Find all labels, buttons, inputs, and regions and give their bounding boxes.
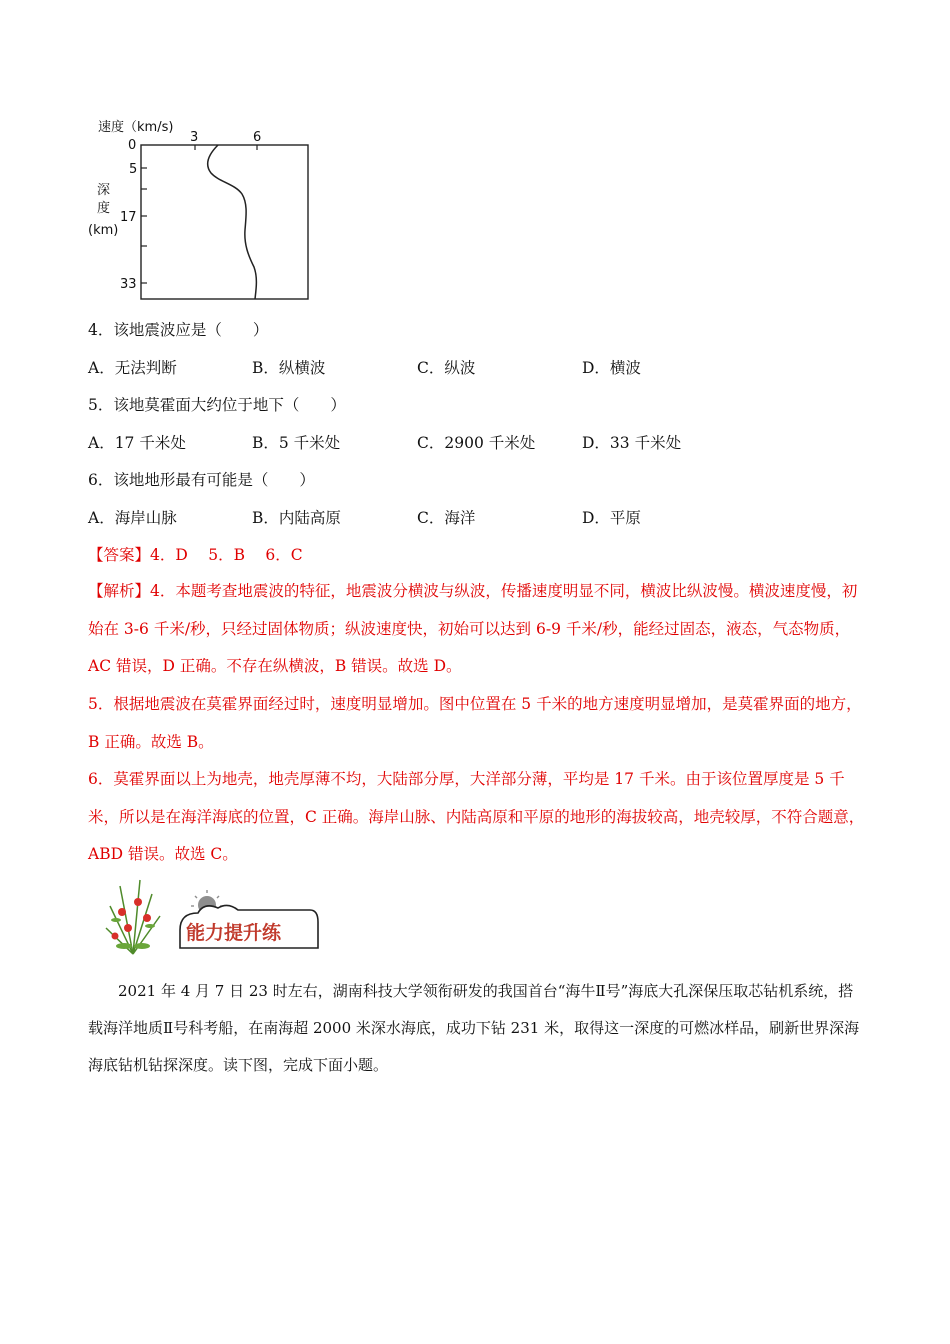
plot-frame <box>141 145 308 299</box>
question-6-option-b: B．内陆高原 <box>252 509 341 527</box>
seismic-speed-depth-figure <box>85 112 325 307</box>
analysis-paragraph-4: 【解析】4．本题考查地震波的特征，地震波分横波与纵波，传播速度明显不同，横波比纵波慢。横波速度慢，初始在 3-6 千米/秒，只经过固体物质；纵波速度快，初始可以达到 6-9 千米/秒，能经过固态，液态，气态物质，AC 错误，D 正确。不存在纵横波，B 错误。故选 D。 <box>88 582 858 675</box>
x-tick-6: 6 <box>253 130 262 145</box>
y-tick-17: 17 <box>120 210 137 225</box>
question-4-option-a: A．无法判断 <box>88 359 177 377</box>
x-tick-0: 0 <box>128 138 137 153</box>
question-5-option-b: B．5 千米处 <box>252 434 341 452</box>
answer-line: 【答案】4．D 5．B 6．C <box>88 546 303 564</box>
ability-banner-cloud <box>170 888 320 956</box>
y-tick-5: 5 <box>129 162 138 177</box>
question-5-stem: 5．该地莫霍面大约位于地下（ ） <box>88 396 346 414</box>
question-4-stem: 4．该地震波应是（ ） <box>88 321 269 339</box>
depth-unit: (km) <box>88 223 119 238</box>
passage-text: 2021 年 4 月 7 日 23 时左右，湖南科技大学领衔研发的我国首台“海牛Ⅱ号”海底大孔深保压取芯钻机系统，搭载海洋地质Ⅱ号科考船，在南海超 2000 米深水海底，成功下钻 231 米，取得这一深度的可燃冰样品，刷新世界深海海底钻机钻探深度。读下图，完成下面小题。 <box>88 982 860 1074</box>
depth-label-1: 深 <box>97 183 111 198</box>
question-4-option-c: C．纵波 <box>417 359 476 377</box>
analysis-paragraph-5: 5．根据地震波在莫霍界面经过时，速度明显增加。图中位置在 5 千米的地方速度明显增加，是莫霍界面的地方，B 正确。故选 B。 <box>88 695 862 751</box>
flower-decoration-icon <box>100 876 166 956</box>
question-6-option-c: C．海洋 <box>417 509 476 527</box>
question-5-option-d: D．33 千米处 <box>582 434 682 452</box>
analysis-paragraph-6: 6．莫霍界面以上为地壳，地壳厚薄不均，大陆部分厚，大洋部分薄，平均是 17 千米。由于该位置厚度是 5 千米，所以是在海洋海底的位置，C 正确。海岸山脉、内陆高原和平原的地形的海拔较高，地壳较厚，不符合题意，ABD 错误。故选 C。 <box>88 770 865 863</box>
speed-axis-label: 速度（km/s) <box>98 120 174 135</box>
depth-label-2: 度 <box>97 201 111 216</box>
wave-speed-curve <box>208 145 257 299</box>
passage-paragraph <box>88 973 866 1084</box>
question-6-option-d: D．平原 <box>582 509 641 527</box>
question-6-stem: 6．该地地形最有可能是（ ） <box>88 471 315 489</box>
question-5-option-c: C．2900 千米处 <box>417 434 536 452</box>
question-6-option-a: A．海岸山脉 <box>88 509 177 527</box>
question-4-option-d: D．横波 <box>582 359 641 377</box>
y-tick-33: 33 <box>120 277 137 292</box>
question-4-option-b: B．纵横波 <box>252 359 326 377</box>
question-5-option-a: A．17 千米处 <box>88 434 186 452</box>
x-tick-3: 3 <box>190 130 199 145</box>
ability-banner-label: 能力提升练 <box>186 922 282 944</box>
